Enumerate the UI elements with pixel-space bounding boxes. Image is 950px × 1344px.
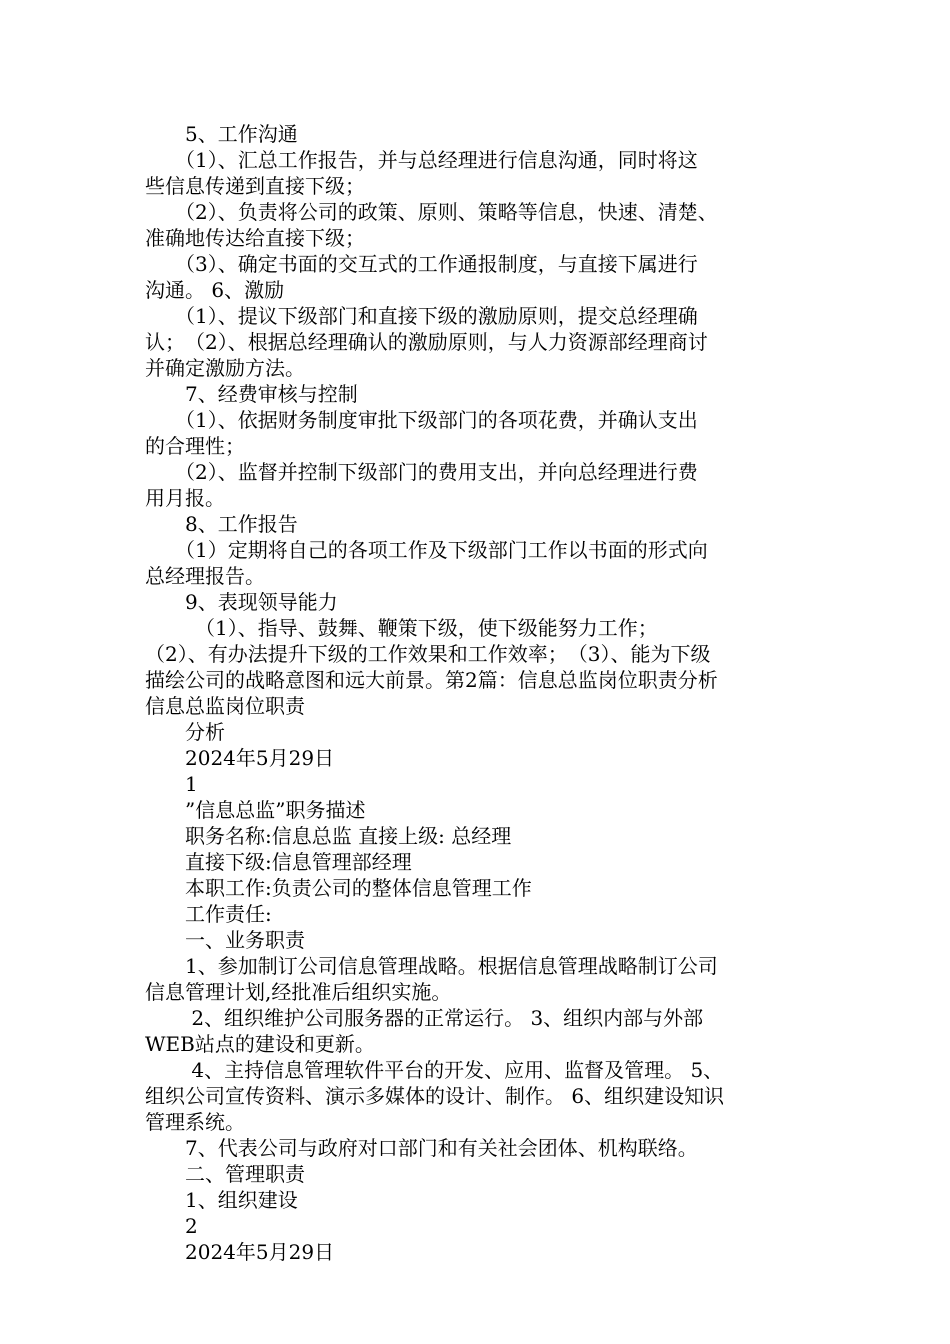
- text-line: 1、参加制订公司信息管理战略。根据信息管理战略制订公司: [145, 954, 718, 978]
- text-line: 本职工作:负责公司的整体信息管理工作: [145, 876, 532, 900]
- text-line: 2、组织维护公司服务器的正常运行。 3、组织内部与外部: [145, 1006, 704, 1030]
- text-line: 1、组织建设: [145, 1188, 298, 1212]
- text-line: 5、工作沟通: [145, 122, 298, 146]
- text-line: 些信息传递到直接下级；: [145, 174, 365, 198]
- text-line: 认； （2）、根据总经理确认的激励原则，与人力资源部经理商讨: [145, 330, 708, 354]
- text-line: 管理系统。: [145, 1110, 245, 1134]
- text-line: 信息总监岗位职责: [145, 694, 305, 718]
- text-line: 一、业务职责: [145, 928, 305, 952]
- text-line: （2）、监督并控制下级部门的费用支出，并向总经理进行费: [145, 460, 698, 484]
- text-line: ”信息总监”职务描述: [145, 798, 366, 822]
- text-line: 准确地传达给直接下级；: [145, 226, 365, 250]
- text-line: （1）、依据财务制度审批下级部门的各项花费，并确认支出: [145, 408, 698, 432]
- text-line: 1: [145, 772, 198, 796]
- text-line: 用月报。: [145, 486, 225, 510]
- text-line: （1）、提议下级部门和直接下级的激励原则，提交总经理确: [145, 304, 698, 328]
- text-line: 职务名称:信息总监 直接上级: 总经理: [145, 824, 512, 848]
- text-line: 并确定激励方法。: [145, 356, 305, 380]
- text-line: 分析: [145, 720, 225, 744]
- text-line: 的合理性；: [145, 434, 245, 458]
- text-line: 沟通。 6、激励: [145, 278, 285, 302]
- text-line: 工作责任:: [145, 902, 272, 926]
- text-line: WEB站点的建设和更新。: [145, 1032, 375, 1056]
- text-line: 直接下级:信息管理部经理: [145, 850, 412, 874]
- text-line: 2024年5月29日: [145, 1240, 335, 1264]
- text-line: 信息管理计划,经批准后组织实施。: [145, 980, 452, 1004]
- text-line: （1）、汇总工作报告，并与总经理进行信息沟通，同时将这: [145, 148, 698, 172]
- text-line: 二、管理职责: [145, 1162, 305, 1186]
- text-line: （1）、指导、鼓舞、鞭策下级，使下级能努力工作；: [145, 616, 658, 640]
- text-line: 总经理报告。: [145, 564, 265, 588]
- text-line: （2）、有办法提升下级的工作效果和工作效率； （3）、能为下级: [145, 642, 711, 666]
- text-line: 描绘公司的战略意图和远大前景。第2篇：信息总监岗位职责分析: [145, 668, 718, 692]
- text-line: 组织公司宣传资料、演示多媒体的设计、制作。 6、组织建设知识: [145, 1084, 725, 1108]
- text-line: （3）、确定书面的交互式的工作通报制度，与直接下属进行: [145, 252, 698, 276]
- text-line: （2）、负责将公司的政策、原则、策略等信息，快速、清楚、: [145, 200, 718, 224]
- text-line: 2: [145, 1214, 198, 1238]
- text-line: 7、代表公司与政府对口部门和有关社会团体、机构联络。: [145, 1136, 698, 1160]
- text-line: 2024年5月29日: [145, 746, 335, 770]
- text-line: 4、主持信息管理软件平台的开发、应用、监督及管理。 5、: [145, 1058, 724, 1082]
- text-line: 7、经费审核与控制: [145, 382, 358, 406]
- text-line: （1）定期将自己的各项工作及下级部门工作以书面的形式向: [145, 538, 708, 562]
- text-line: 8、工作报告: [145, 512, 298, 536]
- text-line: 9、表现领导能力: [145, 590, 338, 614]
